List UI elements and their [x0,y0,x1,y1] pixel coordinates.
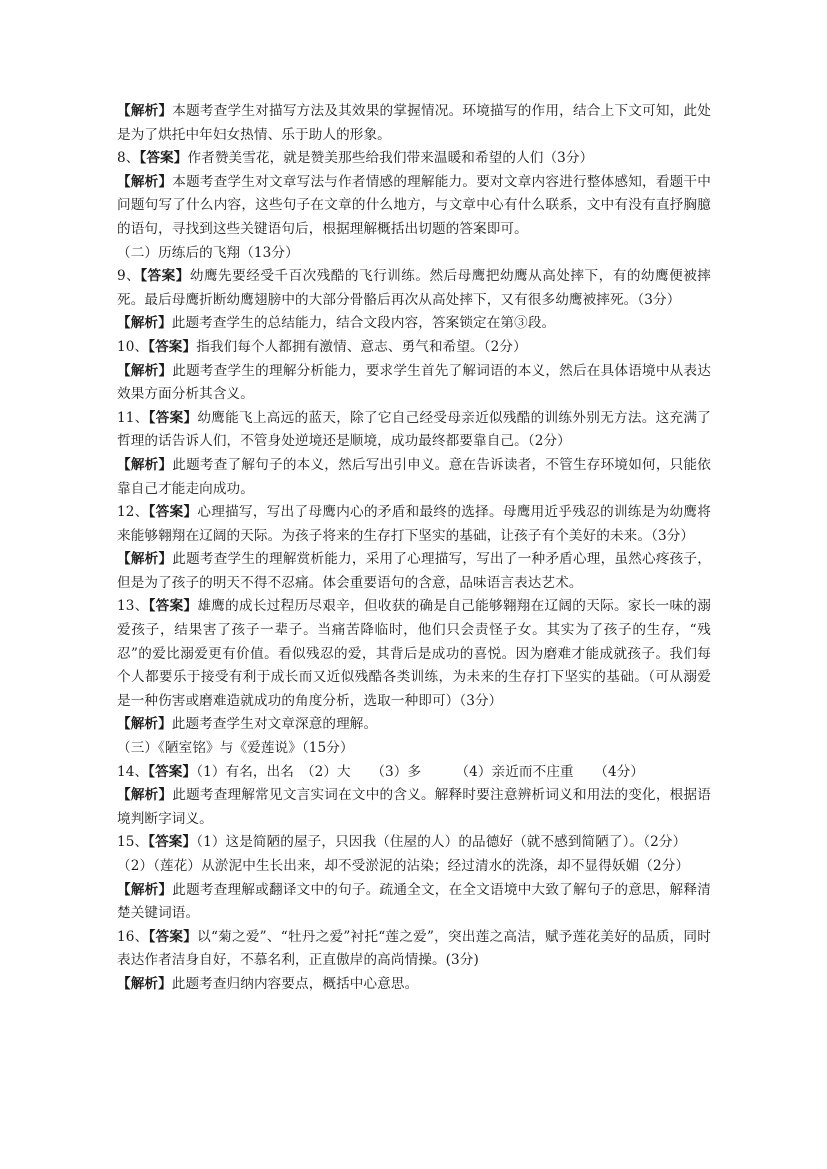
analysis-paragraph [117,973,711,997]
analysis-text: 此题考查学生的总结能力，结合文段内容，答案锁定在第③段。 [171,315,556,332]
analysis-paragraph [117,454,711,501]
answer-label: 【答案】 [148,834,197,851]
answer-text: 幼鹰先要经受千百次残酷的飞行训练。然后母鹰把幼鹰从高处摔下，有的幼鹰便被摔死。最后母鹰折断幼鹰翅膀中的大部分骨骼后再次从高处摔下，又有很多幼鹰被摔死。（3分） [117,268,711,308]
answer-continuation: （2）（莲花）从淤泥中生长出来，却不受淤泥的沾染；经过清水的洗涤，却不显得妖媚（2分） [117,858,690,874]
answer-paragraph-15 [117,831,711,855]
question-number: 16、 [117,928,149,945]
answer-label: 【答案】 [148,338,197,355]
answer-paragraph-11 [117,407,711,454]
analysis-label: 【解析】 [117,716,172,733]
answer-label: 【答案】 [148,928,198,945]
answer-content [117,100,711,997]
analysis-label: 【解析】 [117,362,173,379]
analysis-paragraph [117,879,711,926]
answer-paragraph-9 [117,265,711,312]
analysis-label: 【解析】 [117,173,173,190]
answer-label: 【答案】 [148,598,198,615]
answer-paragraph-14 [117,761,711,785]
answer-label: 【答案】 [139,150,188,167]
analysis-text: 本题考查学生对描写方法及其效果的掌握情况。环境描写的作用，结合上下文可知，此处是为了烘托中年妇女热情、乐于助人的形象。 [117,103,711,143]
analysis-text: 此题考查了解句子的本义，然后写出引申义。意在告诉读者，不管生存环境如何，只能依靠自己才能走向成功。 [117,456,711,497]
analysis-label: 【解析】 [117,456,173,473]
answer-text: 指我们每个人都拥有激情、意志、勇气和希望。（2分） [196,338,527,355]
answer-paragraph-16 [117,926,711,973]
analysis-text: 此题考查归纳内容要点，概括中心意思。 [171,975,419,992]
answer-label: 【答案】 [148,409,198,426]
analysis-paragraph [117,784,711,831]
answer-text: 雄鹰的成长过程历尽艰辛，但收获的确是自己能够翱翔在辽阔的天际。家长一味的溺爱孩子，结果害了孩子一辈子。当痛苦降临时，他们只会责怪子女。其实为了孩子的生存，“残忍”的爱比溺爱更有价值。看似残忍的爱，其背后是成功的喜悦。因为磨难才能成就孩子。我们每个人都要乐于接受有利于成长而又近似残酷各类训练，为未来的生存打下坚实的基础。（可从溺爱是一种伤害或磨难造就成功的角度分析，选取一种即可）（3分） [117,598,711,709]
analysis-text: 本题考查学生对文章写法与作者情感的理解能力。要对文章内容进行整体感知，看题干中问题句写了什么内容，这些句子在文章的什么地方，与文章中心有什么联系，文中有没有直抒胸臆的语句，寻找到这些关键语句后，根据理解概括出切题的答案即可。 [117,173,711,237]
analysis-paragraph [117,100,711,147]
answer-label: 【答案】 [148,763,197,780]
answer-text: 心理描写，写出了母鹰内心的矛盾和最终的选择。母鹰用近乎残忍的训练是为幼鹰将来能够翱翔在辽阔的天际。为孩子将来的生存打下坚实的基础，让孩子有个美好的未来。（3分） [117,504,711,544]
question-number: 11、 [117,409,149,426]
analysis-paragraph [117,171,711,242]
answer-text: （1）这是简陋的屋子，只因我（住屋的人）的品德好（就不感到简陋了）。（2分） [196,834,687,851]
answer-paragraph-8 [117,147,711,171]
analysis-label: 【解析】 [117,787,173,804]
answer-paragraph-12 [117,501,711,548]
analysis-label: 【解析】 [117,551,173,568]
analysis-paragraph [117,312,711,336]
analysis-label: 【解析】 [117,881,173,898]
answer-text: 幼鹰能飞上高远的蓝天，除了它自己经受母亲近似残酷的训练外别无方法。这充满了哲理的话告诉人们，不管身处逆境还是顺境，成功最终都要靠自己。（2分） [117,409,711,450]
section-heading: （二）历练后的飞翔（13分） [117,244,299,261]
answer-text: 以“菊之爱”、“牡丹之爱”衬托“莲之爱”，突出莲之高洁，赋予莲花美好的品质，同时表达作者洁身自好，不慕名利，正直傲岸的高尚情操。(3分) [117,928,711,969]
question-number: 12、 [117,504,149,521]
analysis-paragraph [117,713,711,737]
analysis-text: 此题考查学生对文章深意的理解。 [171,716,378,733]
analysis-text: 此题考查学生的理解分析能力，要求学生首先了解词语的本义，然后在具体语境中从表达效果方面分析其含义。 [117,362,711,403]
question-number: 10、 [117,338,149,355]
answer-text: 作者赞美雪花，就是赞美那些给我们带来温暖和希望的人们（3分） [187,150,594,167]
analysis-label: 【解析】 [117,975,172,992]
answer-label: 【答案】 [140,268,190,285]
analysis-text: 此题考查学生的理解赏析能力，采用了心理描写，写出了一种矛盾心理，虽然心疼孩子，但是为了孩子的明天不得不忍痛。体会重要语句的含意，品味语言表达艺术。 [117,551,711,591]
answer-label: 【答案】 [148,504,198,521]
answer-paragraph-13 [117,595,711,713]
analysis-text: 此题考查理解常见文言实词在文中的含义。解释时要注意辨析词义和用法的变化，根据语境判断字词义。 [117,787,711,827]
question-number: 13、 [117,598,149,615]
question-number: 14、 [117,763,149,780]
section-heading: （三）《陋室铭》与《爱莲说》（15分） [117,740,354,757]
question-number: 15、 [117,834,149,851]
question-number: 9、 [117,268,141,285]
analysis-text: 此题考查理解或翻译文中的句子。疏通全文，在全文语境中大致了解句子的意思，解释清楚关键词语。 [117,881,711,922]
analysis-label: 【解析】 [117,315,172,332]
answer-text: （1）有名，出名 （2）大 （3）多 （4）亲近而不庄重 （4分） [196,763,645,780]
question-number: 8、 [117,150,140,167]
analysis-paragraph [117,360,711,407]
analysis-paragraph [117,548,711,595]
analysis-label: 【解析】 [117,103,173,119]
answer-paragraph-10 [117,336,711,360]
